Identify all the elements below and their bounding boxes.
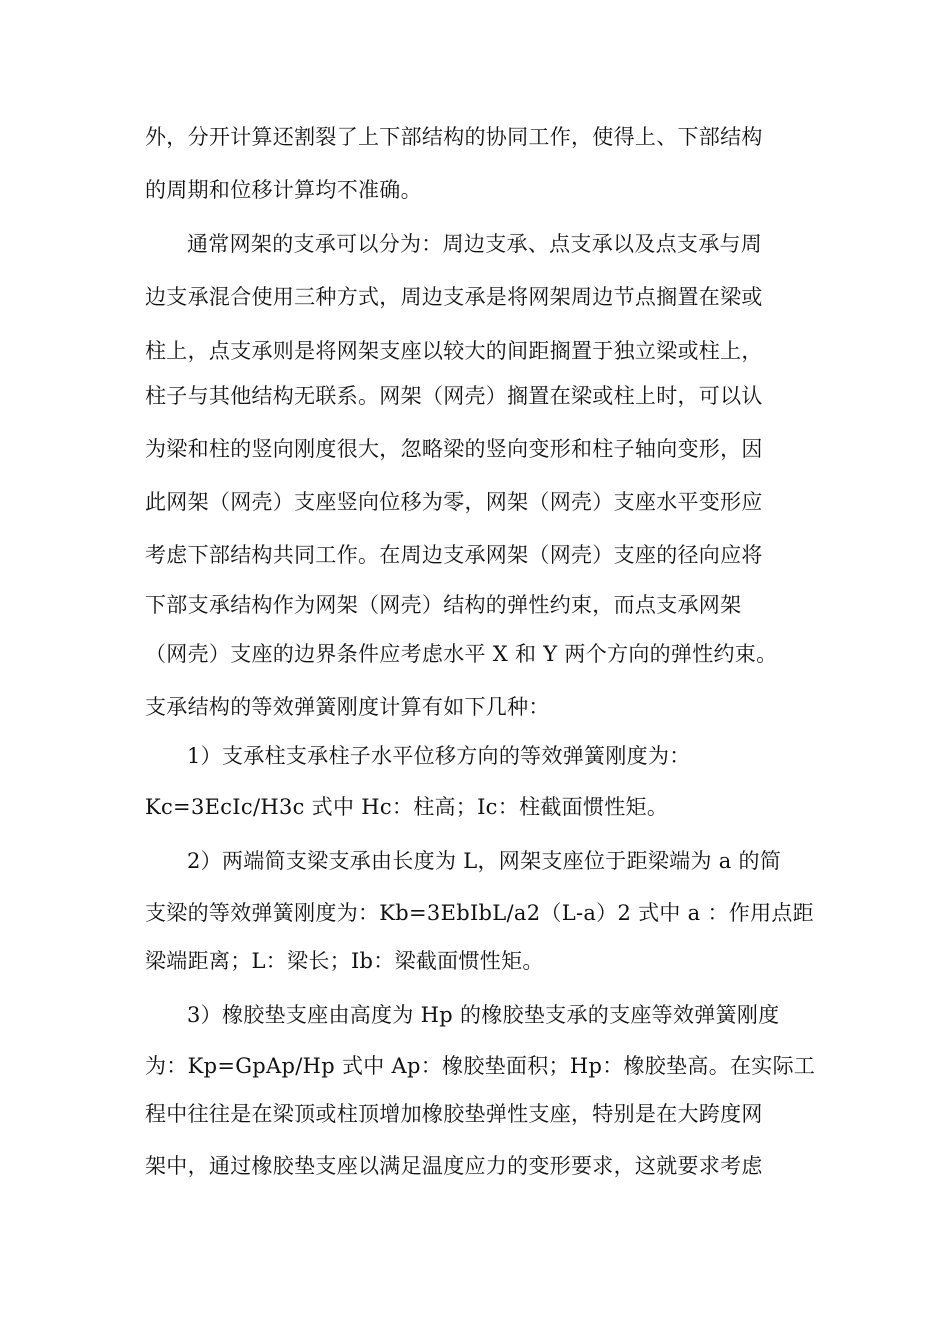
text-line: 2）两端简支梁支承由长度为 L，网架支座位于距梁端为 a 的简 [187, 849, 782, 873]
text-line: 架中，通过橡胶垫支座以满足温度应力的变形要求，这就要求考虑 [145, 1154, 763, 1178]
text-line: 边支承混合使用三种方式，周边支承是将网架周边节点搁置在梁或 [145, 285, 763, 309]
text-line: Kc=3EcIc/H3c 式中 Hc：柱高；Ic：柱截面惯性矩。 [145, 795, 669, 819]
text-line: 为：Kp=GpAp/Hp 式中 Ap：橡胶垫面积；Hp：橡胶垫高。在实际工 [145, 1054, 816, 1078]
text-line: 为梁和柱的竖向刚度很大，忽略梁的竖向变形和柱子轴向变形，因 [145, 437, 763, 461]
text-line: 的周期和位移计算均不准确。 [145, 178, 422, 202]
text-line: 外，分开计算还割裂了上下部结构的协同工作，使得上、下部结构 [145, 125, 763, 149]
text-line: 支承结构的等效弹簧刚度计算有如下几种： [145, 695, 550, 719]
text-line: 支梁的等效弹簧刚度为：Kb=3EbIbL/a2（L-a）2 式中 a ：作用点距 [145, 901, 814, 925]
text-line: 3）橡胶垫支座由高度为 Hp 的橡胶垫支承的支座等效弹簧刚度 [187, 1003, 780, 1027]
text-line: 梁端距离；L：梁长；Ib：梁截面惯性矩。 [145, 949, 544, 973]
text-line: 考虑下部结构共同工作。在周边支承网架（网壳）支座的径向应将 [145, 543, 763, 567]
text-line: 柱上，点支承则是将网架支座以较大的间距搁置于独立梁或柱上， [145, 339, 763, 363]
text-line: 通常网架的支承可以分为：周边支承、点支承以及点支承与周 [187, 232, 763, 256]
text-line: 此网架（网壳）支座竖向位移为零，网架（网壳）支座水平变形应 [145, 490, 763, 514]
text-line: 1）支承柱支承柱子水平位移方向的等效弹簧刚度为： [187, 744, 691, 768]
text-line: 柱子与其他结构无联系。网架（网壳）搁置在梁或柱上时，可以认 [145, 384, 763, 408]
text-line: 程中往往是在梁顶或柱顶增加橡胶垫弹性支座，特别是在大跨度网 [145, 1102, 763, 1126]
text-line: （网壳）支座的边界条件应考虑水平 X 和 Y 两个方向的弹性约束。 [145, 642, 778, 666]
text-line: 下部支承结构作为网架（网壳）结构的弹性约束，而点支承网架 [145, 593, 742, 617]
